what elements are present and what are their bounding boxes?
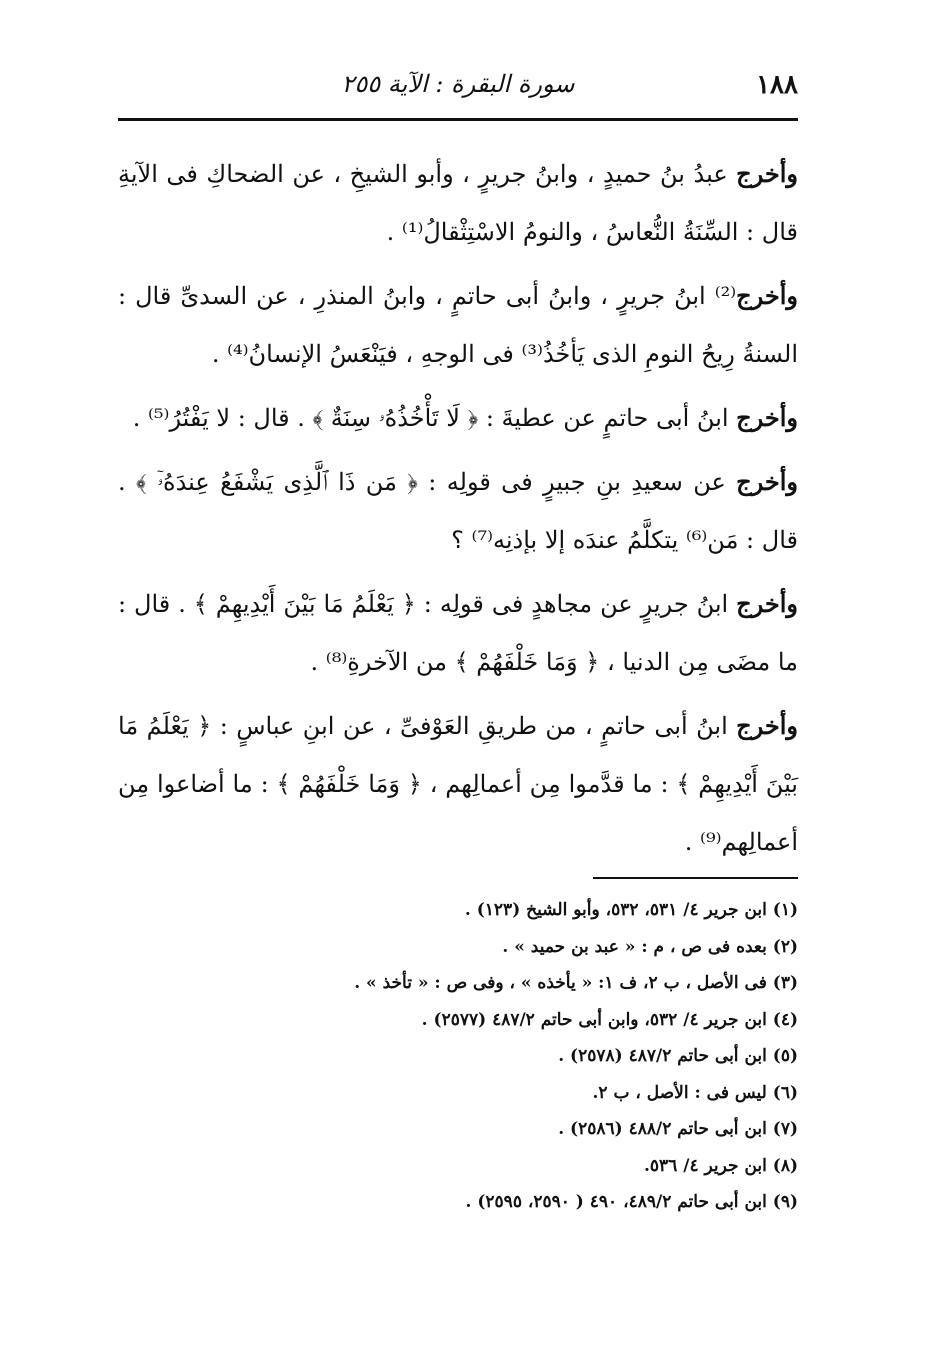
paragraph-text: عبدُ بنُ حميدٍ ، وابنُ جريرٍ ، وأبو الشيخِ ، عن الضحاكِ فى الآيةِ قال : السِّنَةُ النُّعاسُ ، والنومُ الاسْتِثْقالُ⁽¹⁾ . [118,160,798,246]
footnote: (٧) ابن أبى حاتم ٤٨٨/٢ (٢٥٨٦) . [558,1119,798,1139]
footnote: (٦) ليس فى : الأصل ، ب ٢. [592,1082,798,1103]
paragraph-text: ⁽²⁾ ابنُ جريرٍ ، وابنُ أبى حاتمٍ ، وابنُ المنذرِ ، عن السدىِّ قال : السنةُ رِيحُ النومِ الذى يَأخُذُ⁽³⁾ فى الوجهِ ، فيَنْعَسُ الإنسانُ⁽⁴⁾ . [118,282,798,368]
paragraph-lead: وأخرج [736,281,798,310]
paragraph [118,697,798,871]
paragraph [118,145,798,261]
paragraph-lead: وأخرج [736,403,798,432]
page-header [118,62,798,118]
footnote: (٨) ابن جرير ٤/ ٥٣٦. [644,1155,798,1176]
footnote: (٤) ابن جرير ٤/ ٥٣٢، وابن أبى حاتم ٤٨٧/٢ (٢٥٧٧) . [421,1009,798,1030]
paragraph-text: ابنُ أبى حاتمٍ عن عطيةَ : ﴿ لَا تَأْخُذُهُۥ سِنَةٌ ﴾ . قال : لا يَفْتُرُ⁽⁵⁾ . [132,404,737,432]
paragraph-lead: وأخرج [736,467,798,496]
page-number: ١٨٨ [756,70,798,100]
paragraph-text: ابنُ أبى حاتمٍ ، من طريقِ العَوْفىِّ ، عن ابنِ عباسٍ : ﴿ يَعْلَمُ مَا بَيْنَ أَيْدِيهِمْ ﴾ : ما قدَّموا مِن أعمالِهم ، ﴿ وَمَا خَلْفَهُمْ ﴾ : ما أضاعوا مِن أعمالِهم⁽⁹⁾ . [118,712,798,856]
paragraph [118,453,798,569]
paragraph-lead: وأخرج [736,711,798,740]
paragraph [118,575,798,691]
paragraph [118,267,798,383]
footnote: (١) ابن جرير ٤/ ٥٣١، ٥٣٢، وأبو الشيخ (١٢٣) . [464,900,798,920]
main-text [118,145,798,877]
running-title: سورة البقرة : الآية ٢٥٥ [341,70,575,98]
footnote: (٢) بعده فى ص ، م : « عبد بن حميد » . [502,936,798,957]
paragraph-text: عن سعيدِ بنِ جبيرٍ فى قولِه : ﴿ مَن ذَا ٱلَّذِى يَشْفَعُ عِندَهُۥٓ ﴾ . قال : مَن⁽⁶⁾ يتكلَّمُ عندَه إلا بإذنِه⁽⁷⁾ ؟ [118,468,798,554]
paragraph-lead: وأخرج [736,159,798,188]
footnote: (٣) فى الأصل ، ب ٢، ف ١: « يأخذه » ، وفى ص : « تأخذ » . [354,973,798,993]
paragraph [118,389,798,447]
paragraph-lead: وأخرج [736,589,798,618]
paragraph-text: ابنُ جريرٍ عن مجاهدٍ فى قولِه : ﴿ يَعْلَمُ مَا بَيْنَ أَيْدِيهِمْ ﴾ . قال : ما مضَى مِن الدنيا ، ﴿ وَمَا خَلْفَهُمْ ﴾ من الآخرةِ⁽⁸⁾ . [118,590,798,676]
footnote: (٩) ابن أبى حاتم ٤٨٩/٢، ٤٩٠ ( ٢٥٩٠، ٢٥٩٥) . [465,1192,798,1212]
footnote: (٥) ابن أبى حاتم ٤٨٧/٢ (٢٥٧٨) . [558,1046,798,1066]
footnote-rule [593,877,798,879]
header-rule [118,118,798,121]
footnotes [118,892,798,1221]
